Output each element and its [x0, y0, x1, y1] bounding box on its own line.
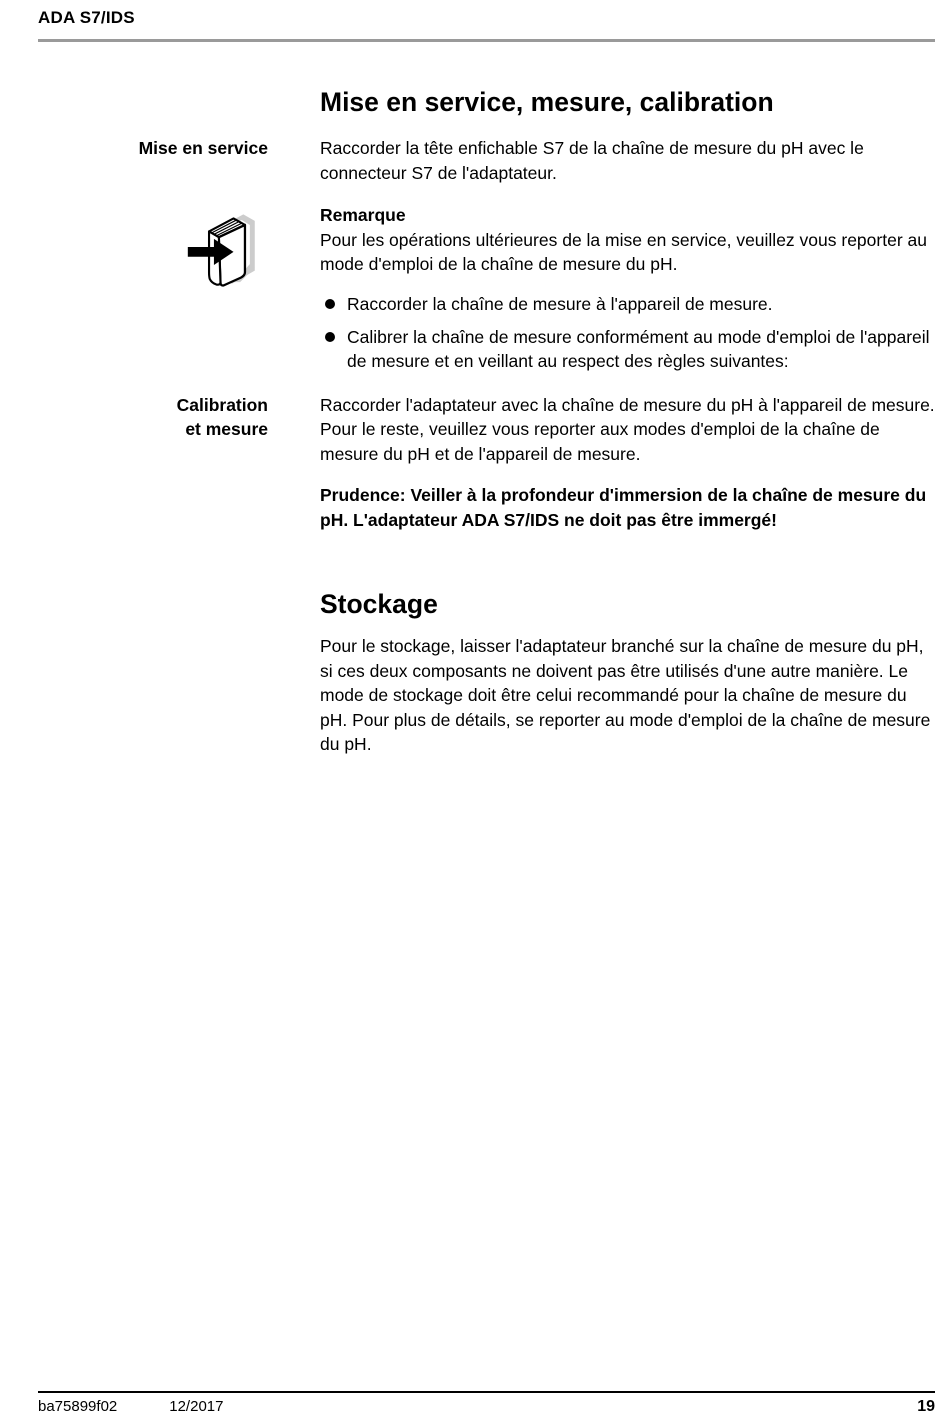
list-item-text: Calibrer la chaîne de mesure conformément au mode d'emploi de l'appareil de mesure et en veillant au respect des règles suivantes:	[347, 326, 930, 371]
calibration-paragraph: Raccorder l'adaptateur avec la chaîne de mesure du pH à l'appareil de mesure. Pour le reste, veuillez vous reporter aux modes d'emploi de la chaîne de mesure du pH et de l'appareil de mesure.	[320, 394, 935, 464]
page-footer	[38, 1391, 935, 1416]
warning-paragraph: Prudence: Veiller à la profondeur d'immersion de la chaîne de mesure du pH. L'adaptateur ADA S7/IDS ne doit pas être immergé!	[320, 485, 927, 530]
mise-en-service-paragraph: Raccorder la tête enfichable S7 de la chaîne de mesure du pH avec le connecteur S7 de l'adaptateur.	[320, 138, 864, 183]
bullet-list	[38, 292, 935, 374]
remarque-paragraph: Pour les opérations ultérieures de la mise en service, veuillez vous reporter au mode d'emploi de la chaîne de mesure du pH.	[320, 229, 927, 274]
book-with-arrow-icon	[38, 203, 268, 287]
section-stockage	[38, 589, 935, 619]
document-date: 12/2017	[169, 1398, 224, 1415]
footer-divider	[38, 1391, 935, 1393]
margin-label-line: Calibration	[176, 394, 268, 415]
list-item	[320, 292, 935, 317]
chapter-title: Mise en service, mesure, calibration	[320, 87, 774, 117]
section-remarque	[38, 203, 935, 287]
page-content	[38, 87, 935, 757]
page-number: 19	[917, 1398, 935, 1415]
remarque-heading: Remarque	[320, 205, 406, 225]
margin-label-line: et mesure	[185, 419, 268, 439]
list-item	[320, 325, 935, 374]
bullet-icon	[325, 299, 335, 309]
warning-block	[38, 483, 935, 532]
page-header-title: ADA S7/IDS	[38, 8, 135, 27]
list-item-text: Raccorder la chaîne de mesure à l'appareil de mesure.	[347, 294, 773, 314]
stockage-heading: Stockage	[320, 589, 438, 619]
section-calibration-et-mesure	[38, 393, 935, 467]
margin-label-calibration	[38, 393, 268, 467]
margin-label-mise-en-service: Mise en service	[138, 138, 268, 158]
section-mise-en-service	[38, 136, 935, 185]
stockage-paragraph: Pour le stockage, laisser l'adaptateur branché sur la chaîne de mesure du pH, si ces deux composants ne doivent pas être utilisés d'une autre manière. Le mode de stockage doit être celui recommandé pour la chaîne de mesure du pH. Pour plus de détails, se reporter au mode d'emploi de la chaîne de mesure du pH.	[320, 636, 931, 754]
header-divider	[38, 39, 935, 42]
bullet-icon	[325, 332, 335, 342]
document-id: ba75899f02	[38, 1398, 118, 1415]
